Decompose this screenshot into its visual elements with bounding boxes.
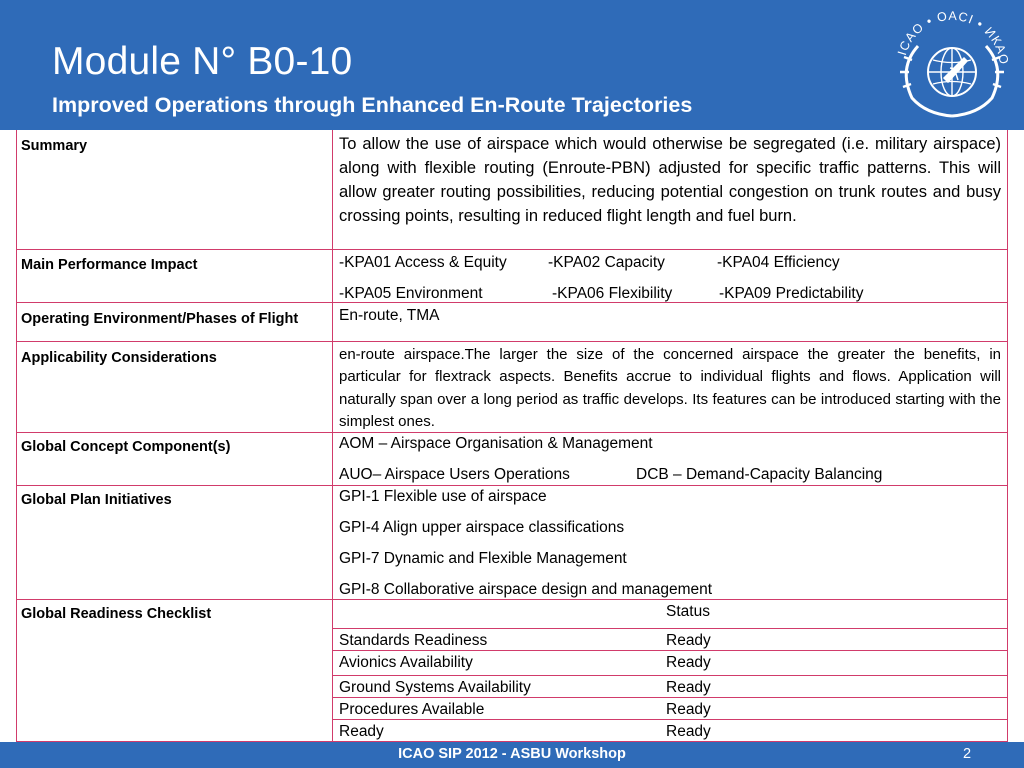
concept-item: AOM – Airspace Organisation & Management xyxy=(339,435,653,452)
checklist-item: Ready xyxy=(339,723,384,740)
checklist-status: Ready xyxy=(666,723,711,740)
page-number: 2 xyxy=(963,746,972,762)
page-subtitle: Improved Operations through Enhanced En-Route Trajectories xyxy=(52,93,693,117)
checklist-item: Procedures Available xyxy=(339,701,485,718)
row-divider xyxy=(16,249,1008,250)
applicability-text: en-route airspace.The larger the size of the concerned airspace the greater the benefits, in particular for flextrack aspects. Benefits accrue to individual flights and flows. Application will naturally span over a long period as traffic develops. Its features can be introduced starting with the simplest ones. xyxy=(339,346,1001,430)
gpi-label: Global Plan Initiatives xyxy=(21,492,172,508)
kpa-item: -KPA01 Access & Equity xyxy=(339,254,507,271)
checklist-divider xyxy=(332,650,1008,651)
concept-item: DCB – Demand-Capacity Balancing xyxy=(636,466,883,483)
environment-label: Operating Environment/Phases of Flight xyxy=(21,311,299,327)
status-header: Status xyxy=(666,603,710,620)
checklist-divider xyxy=(332,719,1008,720)
readiness-label: Global Readiness Checklist xyxy=(21,606,212,622)
performance-label: Main Performance Impact xyxy=(21,257,198,273)
checklist-item: Avionics Availability xyxy=(339,654,473,671)
kpa-item: -KPA04 Efficiency xyxy=(717,254,840,271)
logo-text: ICAO • OACI • ИКАО xyxy=(894,8,1012,66)
environment-text: En-route, TMA xyxy=(339,307,440,324)
concept-label: Global Concept Component(s) xyxy=(21,439,231,455)
footer-text: ICAO SIP 2012 - ASBU Workshop xyxy=(398,746,626,762)
checklist-item: Standards Readiness xyxy=(339,632,488,649)
row-divider xyxy=(16,485,1008,486)
gpi-item: GPI-4 Align upper airspace classifications xyxy=(339,519,625,536)
kpa-item: -KPA06 Flexibility xyxy=(552,285,673,302)
summary-label: Summary xyxy=(21,138,88,154)
kpa-item: -KPA09 Predictability xyxy=(719,285,864,302)
checklist-status: Ready xyxy=(666,654,711,671)
kpa-item: -KPA05 Environment xyxy=(339,285,483,302)
checklist-divider xyxy=(332,628,1008,629)
summary-text: To allow the use of airspace which would otherwise be segregated (i.e. military airspace) along with flexible routing (Enroute-PBN) adjusted for specific traffic patterns. This will allow greater routing possibilities, reducing potential congestion on trunk routes and busy crossing points, resulting in reduced flight length and fuel burn. xyxy=(339,135,1001,225)
gpi-item: GPI-7 Dynamic and Flexible Management xyxy=(339,550,627,567)
checklist-divider xyxy=(332,697,1008,698)
checklist-status: Ready xyxy=(666,701,711,718)
applicability-label: Applicability Considerations xyxy=(21,350,217,366)
kpa-item: -KPA02 Capacity xyxy=(548,254,665,271)
checklist-status: Ready xyxy=(666,632,711,649)
checklist-status: Ready xyxy=(666,679,711,696)
gpi-item: GPI-1 Flexible use of airspace xyxy=(339,488,547,505)
checklist-divider xyxy=(332,675,1008,676)
gpi-item: GPI-8 Collaborative airspace design and management xyxy=(339,581,713,598)
page-title: Module N° B0-10 xyxy=(52,40,353,83)
row-divider xyxy=(16,599,1008,600)
icao-emblem-icon xyxy=(878,6,1024,124)
concept-item: AUO– Airspace Users Operations xyxy=(339,466,570,483)
checklist-item: Ground Systems Availability xyxy=(339,679,531,696)
row-divider xyxy=(16,341,1008,342)
